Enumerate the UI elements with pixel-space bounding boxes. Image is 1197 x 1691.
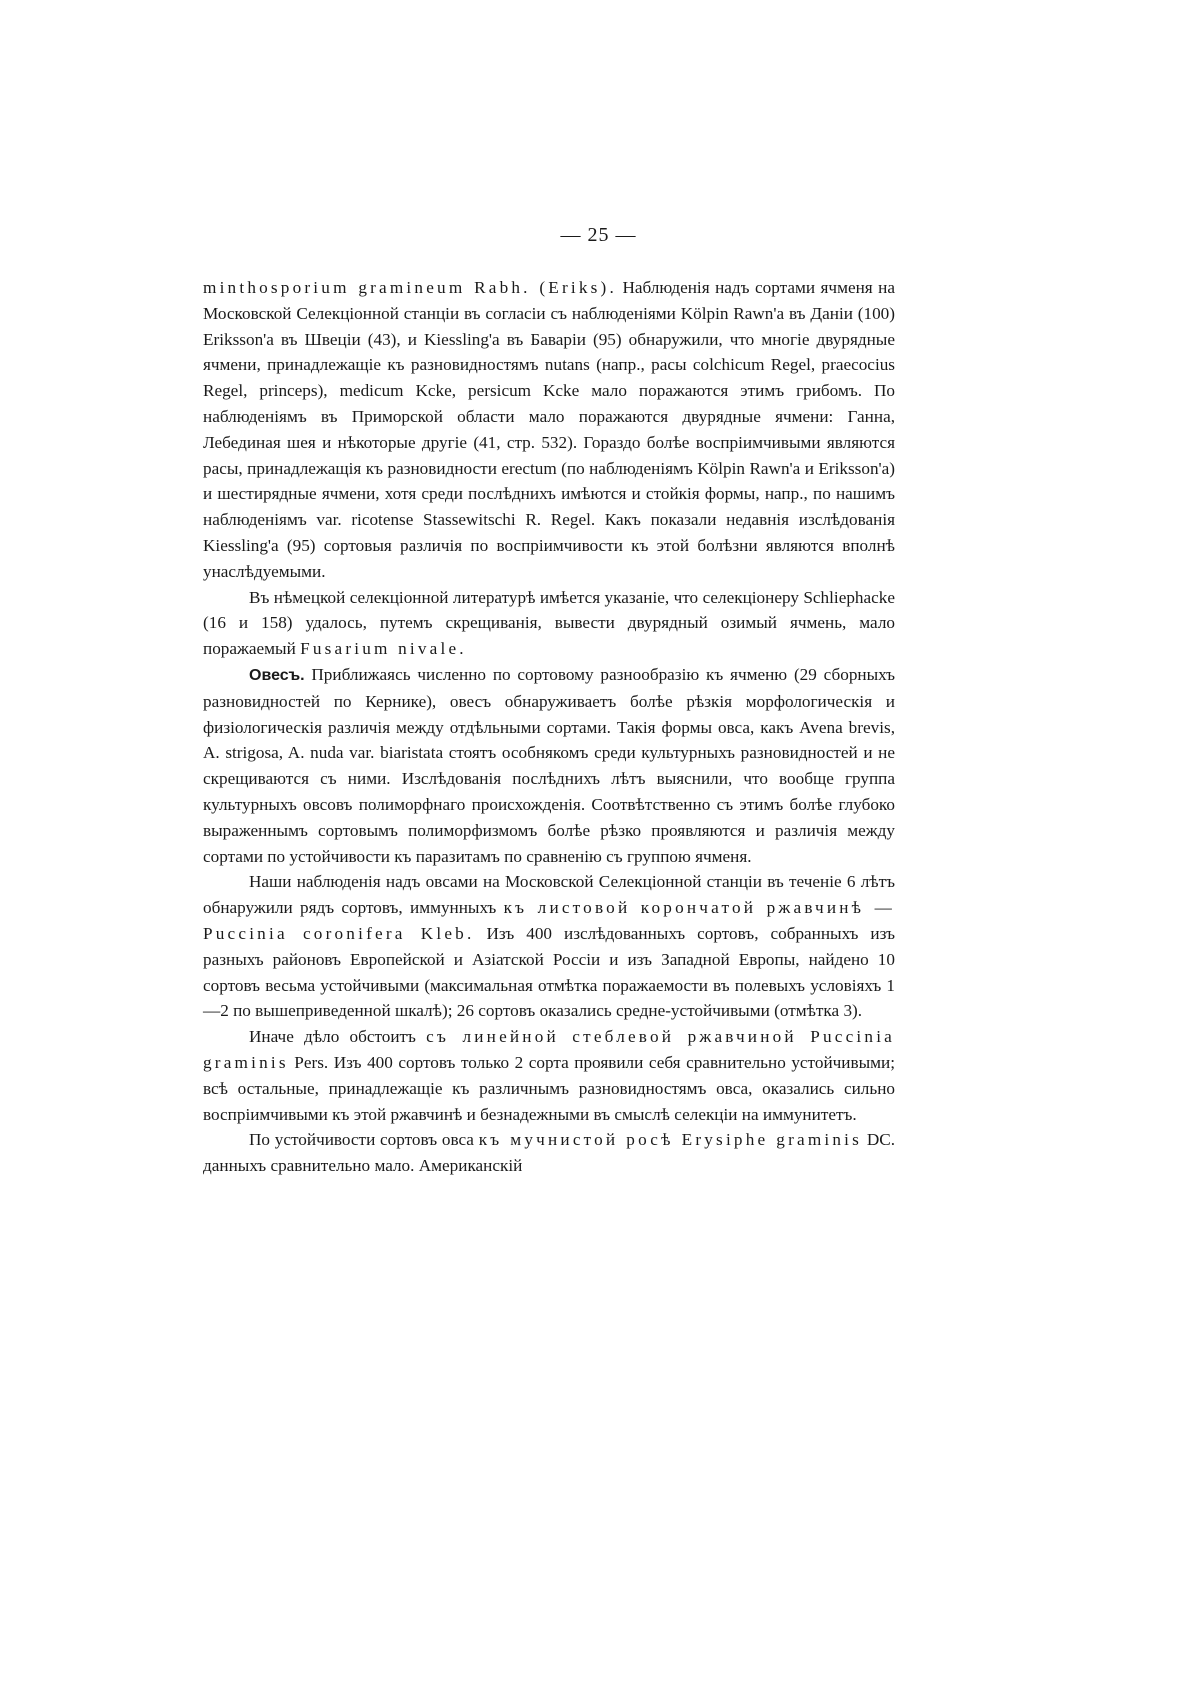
paragraph-fusarium — [203, 585, 895, 662]
paragraph-powdery-mildew — [203, 1127, 895, 1179]
section-heading: Овесъ. — [249, 666, 305, 684]
disease-name: къ мучнистой росѣ Erysiphe graminis — [478, 1130, 863, 1150]
disease-name: къ листовой корончатой ржавчинѣ — Puccinia coronifera Kleb. — [203, 898, 895, 943]
paragraph-text: Наблюденія надъ сортами ячменя на Московской Селекціонной станціи въ согласіи съ наблюденіями Kölpin Rawn'а въ Даніи (100) Eriksson'а въ Швеціи (43), и Kiessling'а въ Баваріи (95) обнаружили, что многіе двурядные ячмени, принадлежащіе къ разновидностямъ nutans (напр., расы colchicum Regel, praecocius Regel, princeps), medicum Kcke, persicum Kcke мало поражаются этимъ грибомъ. По наблюденіямъ въ Приморской области мало поражаются двурядные ячмени: Ганна, Лебединая шея и нѣкоторые другіе (41, стр. 532). Гораздо болѣе воспріимчивыми являются расы, принадлежащія къ разновидности erectum (по наблюденіямъ Kölpin Rawn'а и Eriksson'а) и шестирядные ячмени, хотя среди послѣднихъ имѣются и стойкія формы, напр., по нашимъ наблюденіямъ var. ricotense Stassewitschi R. Regel. Какъ показали недавнія изслѣдованія Kiessling'а (95) сортовыя различія по воспріимчивости къ этой болѣзни являются вполнѣ унаслѣдуемыми. — [203, 278, 895, 581]
disease-name: съ линейной стеблевой ржавчиной Puccinia graminis — [203, 1027, 895, 1072]
paragraph-oats-intro — [203, 662, 895, 869]
body-text — [203, 275, 895, 1179]
species-name: Fusarium nivale. — [300, 639, 467, 659]
paragraph-text: DC. данныхъ сравнительно мало. Американскій — [203, 1130, 895, 1176]
paragraph-text: Въ нѣмецкой селекціонной литературѣ имѣется указаніе, что селекціонеру Schliephacke (16 и 158) удалось, путемъ скрещиванія, вывести двурядный озимый ячмень, мало поражаемый — [203, 587, 895, 659]
paragraph-text: Наши наблюденія надъ овсами на Московской Селекціонной станціи въ теченіе 6 лѣтъ обнаружили рядъ сортовъ, иммунныхъ — [203, 872, 895, 918]
paragraph-text: Иначе дѣло обстоитъ — [249, 1027, 427, 1047]
page-number: — 25 — — [560, 224, 637, 246]
paragraph-barley-helminthosporium — [203, 275, 895, 585]
paragraph-text: По устойчивости сортовъ овса — [249, 1130, 479, 1150]
species-name: minthosporium gramineum Rabh. (Eriks). — [203, 278, 617, 297]
paragraph-text: Изъ 400 изслѣдованныхъ сортовъ, собранныхъ изъ разныхъ районовъ Европейской и Азіатской Россіи и изъ Западной Европы, найдено 10 сортовъ весьма устойчивыми (максимальная отмѣтка поражаемости въ полевыхъ условіяхъ 1—2 по вышеприведенной шкалѣ); 26 сортовъ оказались средне-устойчивыми (отмѣтка 3). — [203, 923, 895, 1021]
paragraph-text: Pers. Изъ 400 сортовъ только 2 сорта проявили себя сравнительно устойчивыми; всѣ остальные, принадлежащіе къ различнымъ разновидностямъ овса, оказались сильно воспріимчивыми къ этой ржавчинѣ и безнадежными въ смыслѣ селекціи на иммунитетъ. — [203, 1052, 895, 1124]
paragraph-crown-rust — [203, 869, 895, 1024]
paragraph-text: Приближаясь численно по сортовому разнообразію къ ячменю (29 сборныхъ разновидностей по Кернике), овесъ обнаруживаетъ болѣе рѣзкія морфологическія и физіологическія различія между отдѣльными сортами. Такія формы овса, какъ Avena brevis, A. strigosa, A. nuda var. biaristata стоятъ особнякомъ среди культурныхъ разновидностей и не скрещиваются съ ними. Изслѣдованія послѣднихъ лѣтъ выяснили, что вообще группа культурныхъ овсовъ полиморфнаго происхожденія. Соотвѣтственно съ этимъ болѣе глубоко выраженнымъ сортовымъ полиморфизмомъ болѣе рѣзко проявляются и различія между сортами по устойчивости къ паразитамъ по сравненію съ группою ячменя. — [203, 664, 895, 866]
paragraph-stem-rust — [203, 1024, 895, 1127]
